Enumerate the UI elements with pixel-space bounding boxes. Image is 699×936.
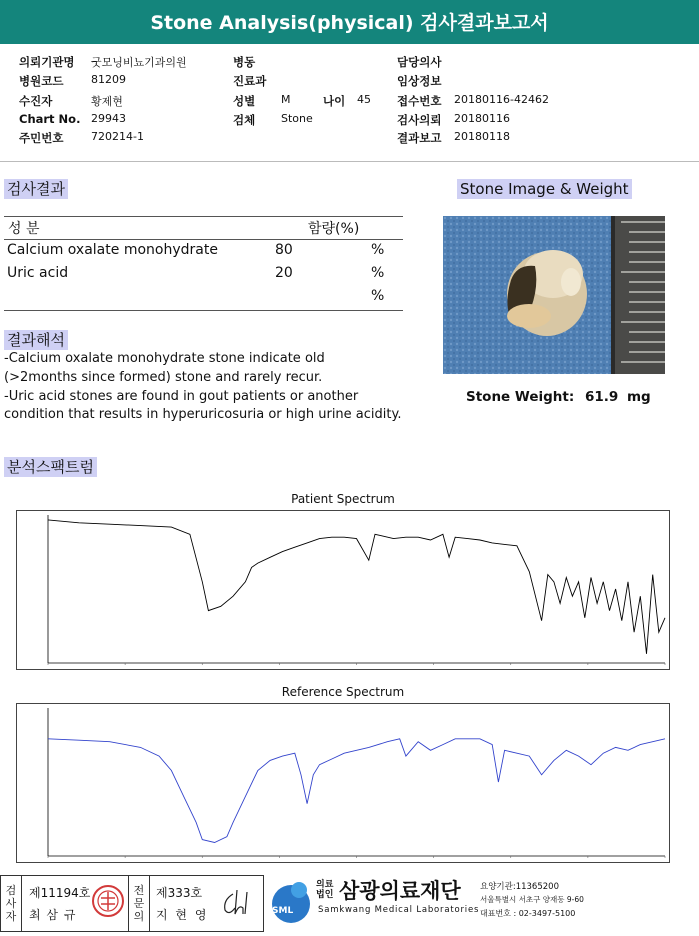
request-date-value: 20180116 xyxy=(454,112,510,125)
unit-cell: % xyxy=(371,288,385,304)
stone-weight-unit: mg xyxy=(626,389,651,405)
interpretation-line: (>2months since formed) stone and rarely recur. xyxy=(4,370,323,385)
org-name: 삼광의료재단 xyxy=(339,879,461,903)
stone-image xyxy=(443,216,665,374)
interpretation-section-title: 결과해석 xyxy=(4,330,68,350)
specialist-name: 지 현 영 xyxy=(156,908,209,922)
chart-no-label: Chart No. xyxy=(19,112,81,126)
physician-label: 담당의사 xyxy=(397,55,442,69)
org-prefix-bottom: 법인 xyxy=(316,890,334,900)
sml-logo xyxy=(268,878,314,924)
department-label: 진료과 xyxy=(233,74,267,88)
patient-name-label: 수진자 xyxy=(19,94,53,108)
nursing-code: 요양기관:11365200 xyxy=(480,882,559,892)
interpretation-line: -Calcium oxalate monohydrate stone indicate old xyxy=(4,351,325,366)
interpretation-line: -Uric acid stones are found in gout patients or another xyxy=(4,389,359,404)
table-bottom-rule xyxy=(4,310,403,311)
spectrum-line-patient xyxy=(48,520,665,654)
report-date-label: 결과보고 xyxy=(397,131,442,145)
ward-label: 병동 xyxy=(233,55,256,69)
patient-spectrum-chart xyxy=(17,511,669,669)
signature-box xyxy=(0,875,264,932)
reference-spectrum-chart xyxy=(17,704,669,862)
report-title: Stone Analysis(physical) 검사결과보고서 xyxy=(0,0,699,44)
lab-branding xyxy=(266,876,698,930)
examiner-label: 검사자 xyxy=(5,884,17,923)
phone: 대표번호 : 02-3497-5100 xyxy=(480,909,576,918)
age-value: 45 xyxy=(357,93,371,106)
logo-abbrev: SML xyxy=(272,906,294,916)
institution-value: 굿모닝비뇨기과의원 xyxy=(91,56,187,69)
specialist-label: 전문의 xyxy=(133,884,145,923)
accession-no-value: 20180116-42462 xyxy=(454,93,549,106)
accession-no-label: 접수번호 xyxy=(397,94,442,108)
table-top-rule xyxy=(4,216,403,217)
org-name-en: Samkwang Medical Laboratories xyxy=(318,905,480,915)
component-cell: Uric acid xyxy=(7,265,69,281)
unit-cell: % xyxy=(371,265,385,281)
signature xyxy=(219,886,255,920)
component-header: 성 분 xyxy=(8,221,40,237)
component-cell: Calcium oxalate monohydrate xyxy=(7,242,218,258)
amount-header: 함량(%) xyxy=(308,221,360,237)
specialist-license: 제333호 xyxy=(156,886,203,900)
org-prefix-top: 의료 xyxy=(316,880,334,890)
resident-no-value: 720214-1 xyxy=(91,130,144,143)
chart-no-value: 29943 xyxy=(91,112,126,125)
examiner-license: 제11194호 xyxy=(29,886,91,900)
results-section-title: 검사결과 xyxy=(4,179,68,199)
stone-section-title: Stone Image & Weight xyxy=(457,179,632,199)
examiner-name: 최 삼 규 xyxy=(29,908,77,922)
patient-spectrum-frame xyxy=(16,510,670,670)
stone-weight-label: Stone Weight: xyxy=(466,389,575,405)
spectrum-section-title: 분석스팩트럼 xyxy=(4,457,97,477)
stone-weight-value: 61.9 xyxy=(584,389,619,405)
seal-stamp xyxy=(91,884,125,918)
hospital-code-label: 병원코드 xyxy=(19,74,64,88)
clinical-info-label: 임상정보 xyxy=(397,74,442,88)
table-header-rule xyxy=(4,239,403,240)
specimen-label: 검체 xyxy=(233,113,256,127)
sex-label: 성별 xyxy=(233,94,256,108)
patient-name-value: 황제현 xyxy=(91,95,123,108)
address: 서울특별시 서초구 양재동 9-60 xyxy=(480,895,584,904)
specimen-value: Stone xyxy=(281,112,313,125)
unit-cell: % xyxy=(371,242,385,258)
request-date-label: 검사의뢰 xyxy=(397,113,442,127)
hospital-code-value: 81209 xyxy=(91,73,126,86)
reference-spectrum-title: Reference Spectrum xyxy=(281,685,405,699)
age-label: 나이 xyxy=(323,94,346,108)
interpretation-line: condition that results in hyperuricosuria or high urine acidity. xyxy=(4,407,402,422)
patient-spectrum-title: Patient Spectrum xyxy=(291,492,395,506)
stone-weight xyxy=(466,389,651,405)
report-date-value: 20180118 xyxy=(454,130,510,143)
reference-spectrum-frame xyxy=(16,703,670,863)
amount-cell: 20 xyxy=(275,265,293,281)
sex-value: M xyxy=(281,93,291,106)
resident-no-label: 주민번호 xyxy=(19,131,64,145)
divider xyxy=(0,161,699,162)
spectrum-line-reference xyxy=(48,739,665,843)
amount-cell: 80 xyxy=(275,242,293,258)
institution-label: 의뢰기관명 xyxy=(19,55,75,69)
